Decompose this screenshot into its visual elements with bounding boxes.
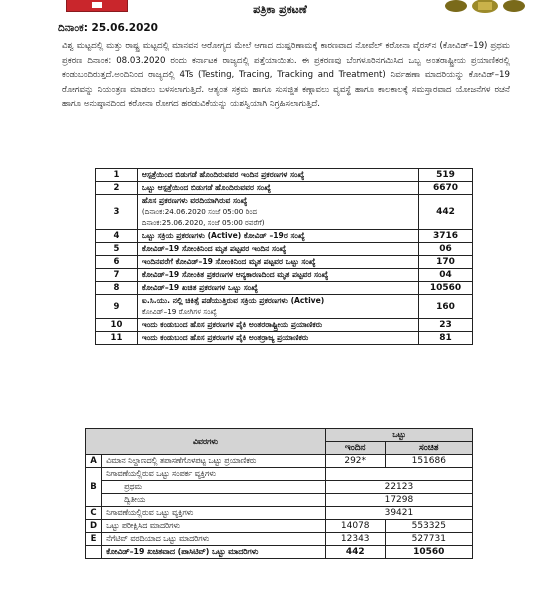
row-description (137, 269, 418, 282)
row-value: 81 (419, 332, 473, 345)
row-number: 8 (96, 282, 138, 295)
table-row (86, 520, 473, 533)
row-description: ಒಟ್ಟು ಪರೀಕ್ಷಿಸಿದ ಮಾದರಿಗಳು (102, 520, 326, 533)
today-header: ಇಂದಿನ (325, 442, 385, 455)
row-description: ವಿಮಾನ ನಿಲ್ದಾಣದಲ್ಲಿ ತಪಾಸಣೆಗೊಳಪಟ್ಟ ಒಟ್ಟು ಪ್ರಯಾಣಿಕರು (102, 455, 326, 468)
row-description-text: ಒಟ್ಟು ಸಕ್ರಿಯ ಪ್ರಕರಣಗಳು (Active) ಕೋವಿಡ್ –19ರ ಸಂಖ್ಯೆ (141, 231, 305, 240)
row-description (137, 295, 418, 319)
row-letter: E (86, 533, 102, 546)
row-description-text: ಇಂದಿನವರೆಗೆ ಕೋವಿಡ್–19 ಸೋಂಕಿನಿಂದ ಮೃತ ಪಟ್ಟವರ ಒಟ್ಟು ಸಂಖ್ಯೆ (141, 257, 316, 266)
row-description-text: ಕೋವಿಡ್–19 ಸೋಂಕಿನಿಂದ ಮೃತ ಪಟ್ಟವರ ಇಂದಿನ ಸಂಖ್ಯೆ (141, 244, 287, 253)
empty-cell (325, 468, 472, 481)
cumulative-value: 553325 (385, 520, 472, 533)
row-description (137, 169, 418, 182)
row-number: 9 (96, 295, 138, 319)
row-value: 3716 (419, 230, 473, 243)
row-value: 23 (419, 319, 473, 332)
row-description (137, 319, 418, 332)
table-row (96, 269, 473, 282)
row-description-text: ಇಂದು ಕಂಡುಬಂದ ಹೊಸ ಪ್ರಕರಣಗಳ ಪೈಕಿ ಅಂತರರಾಷ್ಟ್ರೀಯ ಪ್ರಯಾಣಿಕರು (141, 320, 323, 329)
row-description (137, 182, 418, 195)
secondary-contacts-label: ದ್ವಿತೀಯ (102, 494, 326, 507)
row-subtext: ಕೋವಿಡ್–19 ರೋಗಿಗಳ ಸಂಖ್ಯೆ (141, 307, 217, 316)
table-row (96, 243, 473, 256)
row-value: 519 (419, 169, 473, 182)
row-number: 11 (96, 332, 138, 345)
total-header: ಒಟ್ಟು (325, 429, 472, 442)
cumulative-value: 10560 (385, 546, 472, 559)
row-number: 10 (96, 319, 138, 332)
table-row (96, 195, 473, 230)
row-description (137, 243, 418, 256)
row-number: 5 (96, 243, 138, 256)
row-number: 6 (96, 256, 138, 269)
row-value: 442 (419, 195, 473, 230)
cumulative-value: 527731 (385, 533, 472, 546)
row-value: 10560 (419, 282, 473, 295)
release-date: ದಿನಾಂಕ: 25.06.2020 (58, 22, 158, 34)
row-description-text: ಒಟ್ಟು ಆಸ್ಪತ್ರೆಯಿಂದ ಬಿಡುಗಡೆ ಹೊಂದಿರುವವರ ಸಂಖ್ಯೆ (141, 183, 271, 192)
row-value: 160 (419, 295, 473, 319)
table-row (86, 507, 473, 520)
details-header: ವಿವರಗಳು (86, 429, 326, 455)
row-subtext: (ದಿನಾಂಕ:24.06.2020 ಸಂಜೆ 05:00 ರಿಂದ (141, 207, 258, 216)
table-row (86, 533, 473, 546)
table-row (86, 481, 473, 494)
row-letter: B (86, 468, 102, 507)
press-release-title: ಪತ್ರಿಕಾ ಪ್ರಕಟಣೆ (253, 3, 307, 16)
table-row (96, 256, 473, 269)
row-description-text: ಕೋವಿಡ್–19 ಸೋಂಕಿತ ಪ್ರಕರಣಗಳ ಆನ್ಯಕಾರಣದಿಂದ ಮೃತ ಪಟ್ಟವರ ಸಂಖ್ಯೆ (141, 270, 329, 279)
today-value: 442 (325, 546, 385, 559)
total-value: 39421 (325, 507, 472, 520)
today-value: 14078 (325, 520, 385, 533)
row-value: 6670 (419, 182, 473, 195)
today-value: 292* (325, 455, 385, 468)
row-value: 170 (419, 256, 473, 269)
table-row (96, 332, 473, 345)
table-row (96, 182, 473, 195)
summary-table (95, 168, 473, 345)
row-description: ನಿಗಾವಣೆಯಲ್ಲಿರುವ ಒಟ್ಟು ಸಂಪರ್ಕ ವ್ಯಕ್ತಿಗಳು (102, 468, 326, 481)
row-letter: C (86, 507, 102, 520)
row-description (137, 195, 418, 230)
intro-paragraph: ವಿಶ್ವ ಮಟ್ಟದಲ್ಲಿ ಮತ್ತು ರಾಷ್ಟ್ರ ಮಟ್ಟದಲ್ಲಿ ಮಾನವನ ಆರೋಗ್ಯದ ಮೇಲೆ ಆಗಾದ ದುಷ್ಪರಿಣಾಮಕ್ಕೆ ಕಾರಣವಾದ ನೋವೆಲ್ ಕರೋನಾ ವೈರಸ್‌ನ (ಕೋವಿಡ್–19) ಪ್ರಥಮ ಪ್ರಕರಣ ದಿನಾಂಕ: 08.03.2020 ರಂದು ಕರ್ನಾಟಕ ರಾಜ್ಯದಲ್ಲಿ ಪತ್ತೆಯಾಯಿತು. ಈ ಪ್ರಕರಣವು ಬೆಂಗಳೂರಿನಗಮಿಸಿದ ಒಬ್ಬ ಅಂತರಾಷ್ಟ್ರೀಯ ಪ್ರಯಾಣಿಕರಲ್ಲಿ ಕಂಡುಬಂದಿರುತ್ತದೆ.ಅಂದಿನಿಂದ ರಾಜ್ಯದಲ್ಲಿ 4Ts (Testing, Tracing, Tracking and Treatment) ನಿರ್ವಹಣಾ ಮಾದರಿಯನ್ನು ಕೋವಿಡ್–19 ರೋಗವನ್ನು ನಿಯಂತ್ರಣ ಮಾಡಲು ಬಳಸಲಾಗುತ್ತಿದೆ. ಆತ್ಯಂತ ಸಕ್ರಮ ಹಾಗೂ ಸುಸಜ್ಜಿತ ಕಣ್ಗಾವಲು ವ್ಯವಸ್ಥೆ ಹಾಗೂ ಕಾಲಕಾಲಕ್ಕೆ ಸಮಸ್ತಾರವಾದ ಯೋಜನೆಗಳ ರಚನೆ ಹಾಗೂ ಅನುಷ್ಠಾನದಿಂದ ಕರೋನಾ ರೋಗದ ಹರಡುವಿಕೆಯನ್ನು ಯಶಸ್ವಿಯಾಗಿ ನಿಗ್ರಹಿಸಲಾಗುತ್ತಿದೆ. (62, 41, 510, 110)
primary-contacts-value: 22123 (325, 481, 472, 494)
table-row (86, 494, 473, 507)
table-row (96, 282, 473, 295)
row-subtext: ದಿನಾಂಕ:25.06.2020, ಸಂಜೆ 05:00 ರವರೆಗೆ) (141, 218, 265, 227)
table-row (86, 455, 473, 468)
row-description-text: ಇಂದು ಕಂಡುಬಂದ ಹೊಸ ಪ್ರಕರಣಗಳ ಪೈಕಿ ಅಂತರ್ರಾಜ್ಯ ಪ್ರಯಾಣಿಕರು (141, 333, 309, 342)
row-description: ನೆಗೆಟಿವ್ ವರದಿಯಾದ ಒಟ್ಟು ಮಾದರಿಗಳು (102, 533, 326, 546)
row-value: 04 (419, 269, 473, 282)
row-letter: A (86, 455, 102, 468)
row-description-text: ಕೋವಿಡ್–19 ಖಚಿತ ಪ್ರಕರಣಗಳ ಒಟ್ಟು ಸಂಖ್ಯೆ (141, 283, 258, 292)
table-row (86, 468, 473, 481)
row-description: ನಿಗಾವಣೆಯಲ್ಲಿರುವ ಒಟ್ಟು ವ್ಯಕ್ತಿಗಳು (102, 507, 326, 520)
table-row (96, 169, 473, 182)
table-header-row (86, 429, 473, 442)
row-value: 06 (419, 243, 473, 256)
secondary-contacts-value: 17298 (325, 494, 472, 507)
row-description: ಕೋವಿಡ್–19 ಖಚಿತವಾದ (ಪಾಸಿಟಿವ್) ಒಟ್ಟು ಮಾದರಿಗಳು (102, 546, 326, 559)
table-row (96, 295, 473, 319)
row-letter: D (86, 520, 102, 533)
today-value: 12343 (325, 533, 385, 546)
row-number: 1 (96, 169, 138, 182)
table-row (86, 546, 473, 559)
row-number: 7 (96, 269, 138, 282)
row-number: 4 (96, 230, 138, 243)
primary-contacts-label: ಪ್ರಥಮ (102, 481, 326, 494)
row-description (137, 256, 418, 269)
row-description (137, 230, 418, 243)
row-letter (86, 546, 102, 559)
row-description-text: ಹೊಸ ಪ್ರಕರಣಗಳು ವರದಿಯಾಗಿರುವ ಸಂಖ್ಯೆ (141, 196, 248, 205)
row-description-text: ಐ.ಸಿ.ಯು. ನಲ್ಲಿ ಚಿಕಿತ್ಸೆ ಪಡೆಯುತ್ತಿರುವ ಸಕ್ರಿಯ ಪ್ರಕರಣಗಳು (Active) (141, 296, 325, 305)
table-row (96, 319, 473, 332)
row-description (137, 332, 418, 345)
row-number: 3 (96, 195, 138, 230)
screening-table (85, 428, 473, 559)
cumulative-value: 151686 (385, 455, 472, 468)
cumulative-header: ಸಂಚಿತ (385, 442, 472, 455)
row-description (137, 282, 418, 295)
row-description-text: ಆಸ್ಪತ್ರೆಯಿಂದ ಬಿಡುಗಡೆ ಹೊಂದಿರುವವರ ಇಂದಿನ ಪ್ರಕರಣಗಳ ಸಂಖ್ಯೆ (141, 170, 305, 179)
table-row (96, 230, 473, 243)
row-number: 2 (96, 182, 138, 195)
